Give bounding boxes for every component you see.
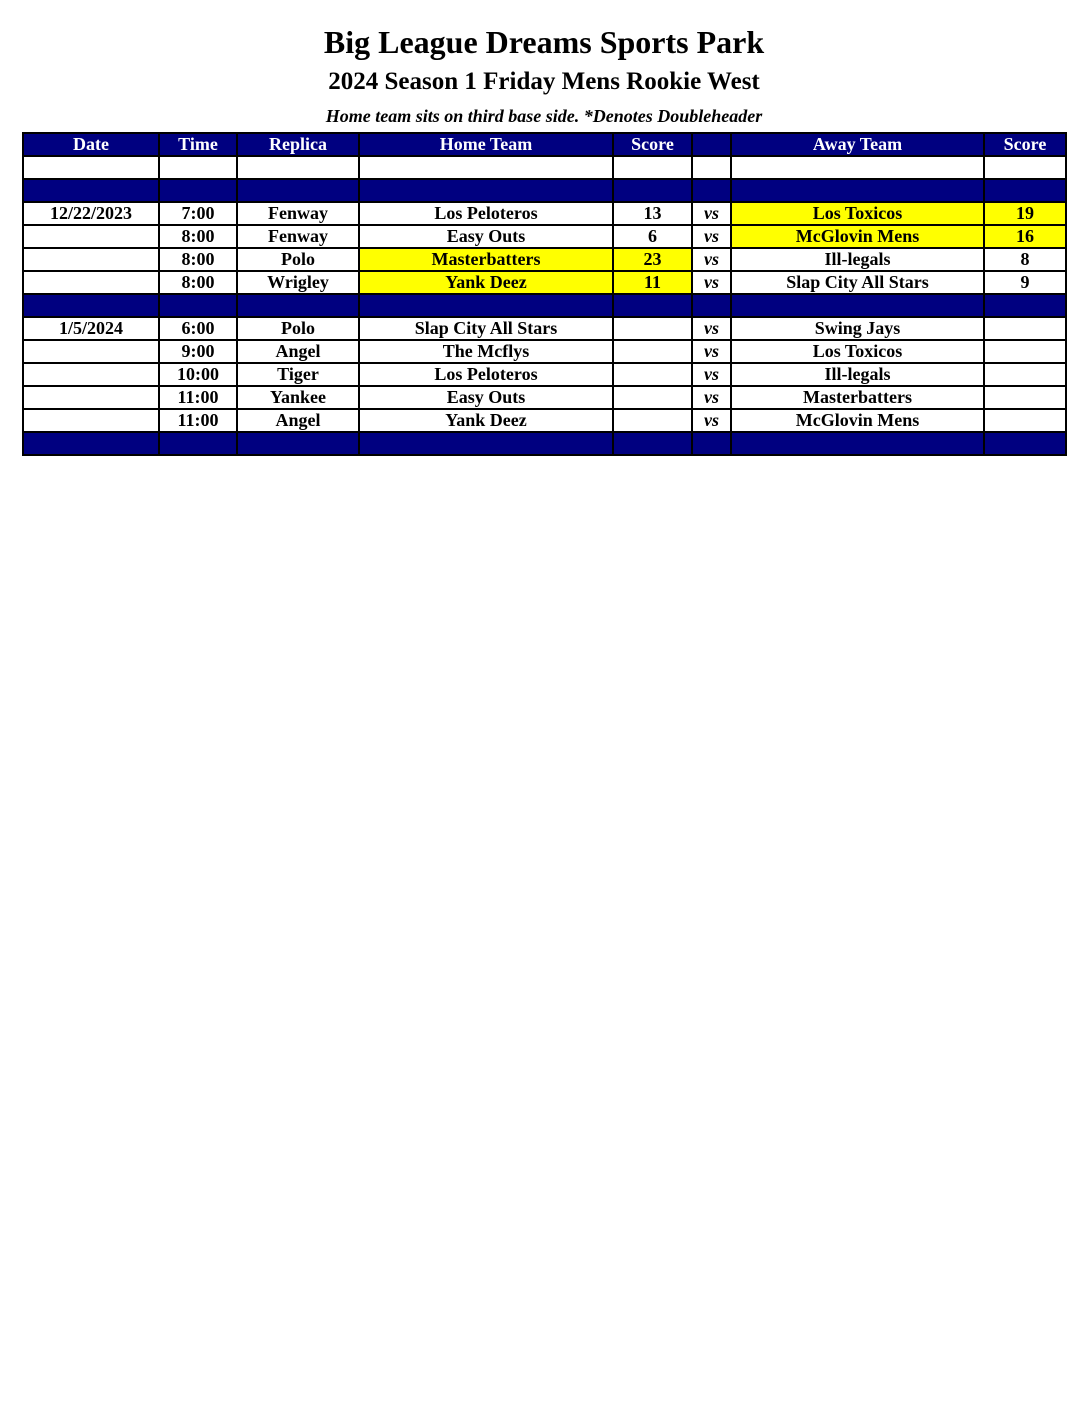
date-cell: 12/22/2023 bbox=[23, 202, 159, 225]
time-cell: 11:00 bbox=[159, 386, 237, 409]
col-header-home-score: Score bbox=[613, 133, 692, 156]
away-team-cell: Masterbatters bbox=[731, 386, 984, 409]
vs-cell: vs bbox=[692, 271, 731, 294]
time-cell: 8:00 bbox=[159, 271, 237, 294]
away-score-cell: 8 bbox=[984, 248, 1066, 271]
away-team-cell: McGlovin Mens bbox=[731, 409, 984, 432]
date-cell bbox=[23, 409, 159, 432]
away-score-cell: 16 bbox=[984, 225, 1066, 248]
home-score-cell: 11 bbox=[613, 271, 692, 294]
col-header-time: Time bbox=[159, 133, 237, 156]
col-header-away-team: Away Team bbox=[731, 133, 984, 156]
home-score-cell bbox=[613, 409, 692, 432]
time-cell: 8:00 bbox=[159, 225, 237, 248]
table-row bbox=[23, 202, 1066, 225]
vs-cell: vs bbox=[692, 317, 731, 340]
table-row bbox=[23, 340, 1066, 363]
replica-cell: Angel bbox=[237, 409, 359, 432]
table-row bbox=[23, 386, 1066, 409]
away-score-cell bbox=[984, 386, 1066, 409]
vs-cell: vs bbox=[692, 409, 731, 432]
away-team-cell: Ill-legals bbox=[731, 248, 984, 271]
time-cell: 11:00 bbox=[159, 409, 237, 432]
away-team-cell: McGlovin Mens bbox=[731, 225, 984, 248]
away-team-cell: Slap City All Stars bbox=[731, 271, 984, 294]
table-row bbox=[23, 225, 1066, 248]
separator-row bbox=[23, 179, 1066, 202]
home-score-cell bbox=[613, 340, 692, 363]
home-team-cell: Masterbatters bbox=[359, 248, 613, 271]
home-score-cell: 6 bbox=[613, 225, 692, 248]
replica-cell: Polo bbox=[237, 317, 359, 340]
col-header-away-score: Score bbox=[984, 133, 1066, 156]
away-score-cell: 9 bbox=[984, 271, 1066, 294]
home-team-cell: Yank Deez bbox=[359, 409, 613, 432]
replica-cell: Yankee bbox=[237, 386, 359, 409]
time-cell: 9:00 bbox=[159, 340, 237, 363]
away-score-cell: 19 bbox=[984, 202, 1066, 225]
vs-cell: vs bbox=[692, 202, 731, 225]
separator-row bbox=[23, 432, 1066, 455]
col-header-date: Date bbox=[23, 133, 159, 156]
vs-cell: vs bbox=[692, 340, 731, 363]
away-score-cell bbox=[984, 317, 1066, 340]
replica-cell: Tiger bbox=[237, 363, 359, 386]
home-team-cell: Yank Deez bbox=[359, 271, 613, 294]
table-row bbox=[23, 248, 1066, 271]
replica-cell: Fenway bbox=[237, 225, 359, 248]
replica-cell: Fenway bbox=[237, 202, 359, 225]
away-team-cell: Ill-legals bbox=[731, 363, 984, 386]
date-cell bbox=[23, 386, 159, 409]
time-cell: 8:00 bbox=[159, 248, 237, 271]
page-subtitle: 2024 Season 1 Friday Mens Rookie West bbox=[328, 68, 760, 95]
schedule-table bbox=[22, 132, 1067, 456]
home-team-cell: Easy Outs bbox=[359, 225, 613, 248]
table-row bbox=[23, 317, 1066, 340]
vs-cell: vs bbox=[692, 248, 731, 271]
table-row bbox=[23, 271, 1066, 294]
home-score-cell: 13 bbox=[613, 202, 692, 225]
replica-cell: Polo bbox=[237, 248, 359, 271]
home-team-cell: Los Peloteros bbox=[359, 363, 613, 386]
replica-cell: Angel bbox=[237, 340, 359, 363]
date-cell bbox=[23, 271, 159, 294]
home-team-cell: Slap City All Stars bbox=[359, 317, 613, 340]
home-score-cell bbox=[613, 317, 692, 340]
date-cell bbox=[23, 340, 159, 363]
vs-cell: vs bbox=[692, 386, 731, 409]
away-team-cell: Los Toxicos bbox=[731, 202, 984, 225]
col-header-home-team: Home Team bbox=[359, 133, 613, 156]
vs-cell: vs bbox=[692, 363, 731, 386]
vs-cell: vs bbox=[692, 225, 731, 248]
date-cell bbox=[23, 363, 159, 386]
away-score-cell bbox=[984, 340, 1066, 363]
home-team-cell: Los Peloteros bbox=[359, 202, 613, 225]
time-cell: 7:00 bbox=[159, 202, 237, 225]
table-row bbox=[23, 409, 1066, 432]
home-score-cell bbox=[613, 363, 692, 386]
away-score-cell bbox=[984, 363, 1066, 386]
time-cell: 10:00 bbox=[159, 363, 237, 386]
header-row bbox=[23, 133, 1066, 156]
home-team-cell: The Mcflys bbox=[359, 340, 613, 363]
blank-row bbox=[23, 156, 1066, 179]
separator-row bbox=[23, 294, 1066, 317]
replica-cell: Wrigley bbox=[237, 271, 359, 294]
col-header-vs bbox=[692, 133, 731, 156]
away-team-cell: Swing Jays bbox=[731, 317, 984, 340]
date-cell bbox=[23, 248, 159, 271]
away-team-cell: Los Toxicos bbox=[731, 340, 984, 363]
table-row bbox=[23, 363, 1066, 386]
home-team-cell: Easy Outs bbox=[359, 386, 613, 409]
header-note: Home team sits on third base side. *Denotes Doubleheader bbox=[325, 106, 763, 126]
col-header-replica: Replica bbox=[237, 133, 359, 156]
page-title: Big League Dreams Sports Park bbox=[323, 24, 765, 60]
home-score-cell: 23 bbox=[613, 248, 692, 271]
away-score-cell bbox=[984, 409, 1066, 432]
date-cell bbox=[23, 225, 159, 248]
home-score-cell bbox=[613, 386, 692, 409]
date-cell: 1/5/2024 bbox=[23, 317, 159, 340]
time-cell: 6:00 bbox=[159, 317, 237, 340]
